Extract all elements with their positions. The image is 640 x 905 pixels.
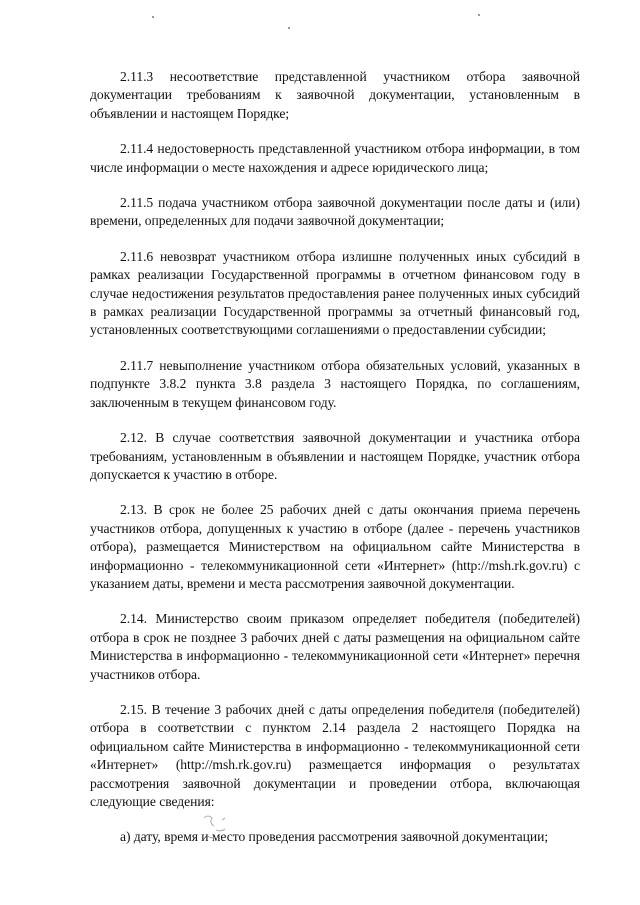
paragraph-2-11-4: 2.11.4 недостоверность представленной участником отбора информации, в том числе информации о месте нахождения и адресе юридического лица;	[90, 141, 580, 175]
paragraph-2-15: 2.15. В течение 3 рабочих дней с даты определения победителя (победителей) отбора в соответствии с пунктом 2.14 раздела 2 настоящего Порядка на официальном сайте Министерства в информационно - телекоммуникационной сети «Интернет» (http://msh.rk.gov.ru) размещается информация о результатах рассмотрения заявочной документации и проведении отбора, включающая следующие сведения:	[90, 701, 580, 809]
paragraph-2-14: 2.14. Министерство своим приказом определяет победителя (победителей) отбора в срок не позднее 3 рабочих дней с даты размещения на официальном сайте Министерства в информационно - телекоммуникационной сети «Интернет» перечня участников отбора.	[90, 611, 580, 682]
paragraph-2-13: 2.13. В срок не более 25 рабочих дней с даты окончания приема перечень участников отбора, допущенных к участию в отборе (далее - перечень участников отбора), размещается Министерством на официальном сайте Министерства в информационно - телекоммуникационной сети «Интернет» (http://msh.rk.gov.ru) с указанием даты, времени и места рассмотрения заявочной документации.	[90, 502, 580, 591]
paragraph-subitem-a: а) дату, время и место проведения рассмотрения заявочной документации;	[120, 829, 549, 845]
paragraph-2-12: 2.12. В случае соответствия заявочной документации и участника отбора требованиям, установленным в объявлении и настоящем Порядке, участник отбора допускается к участию в отборе.	[90, 430, 580, 482]
paragraph-2-11-6: 2.11.6 невозврат участником отбора излишне полученных иных субсидий в рамках реализации Государственной программы в отчетном финансовом году в случае недостижения результатов предоставления ранее полученных иных субсидий в рамках реализации Государственной программы за отчетный финансовый год, установленных соответствующими соглашениями о предоставлении субсидии;	[90, 248, 580, 338]
scan-mark	[198, 808, 238, 848]
paragraph-2-11-3: 2.11.3 несоответствие представленной участником отбора заявочной документации требованиям к заявочной документации, установленным в объявлении и настоящем Порядке;	[90, 69, 580, 121]
scan-speck	[288, 27, 290, 29]
paragraph-2-11-5: 2.11.5 подача участником отбора заявочной документации после даты и (или) времени, определенных для подачи заявочной документации;	[90, 195, 580, 229]
paragraph-2-11-7: 2.11.7 невыполнение участником отбора обязательных условий, указанных в подпункте 3.8.2 пункта 3.8 раздела 3 настоящего Порядка, по соглашениям, заключенным в текущем финансовом году.	[90, 357, 580, 410]
scan-speck	[152, 16, 154, 18]
document-page	[90, 68, 580, 864]
scan-speck	[478, 14, 480, 16]
